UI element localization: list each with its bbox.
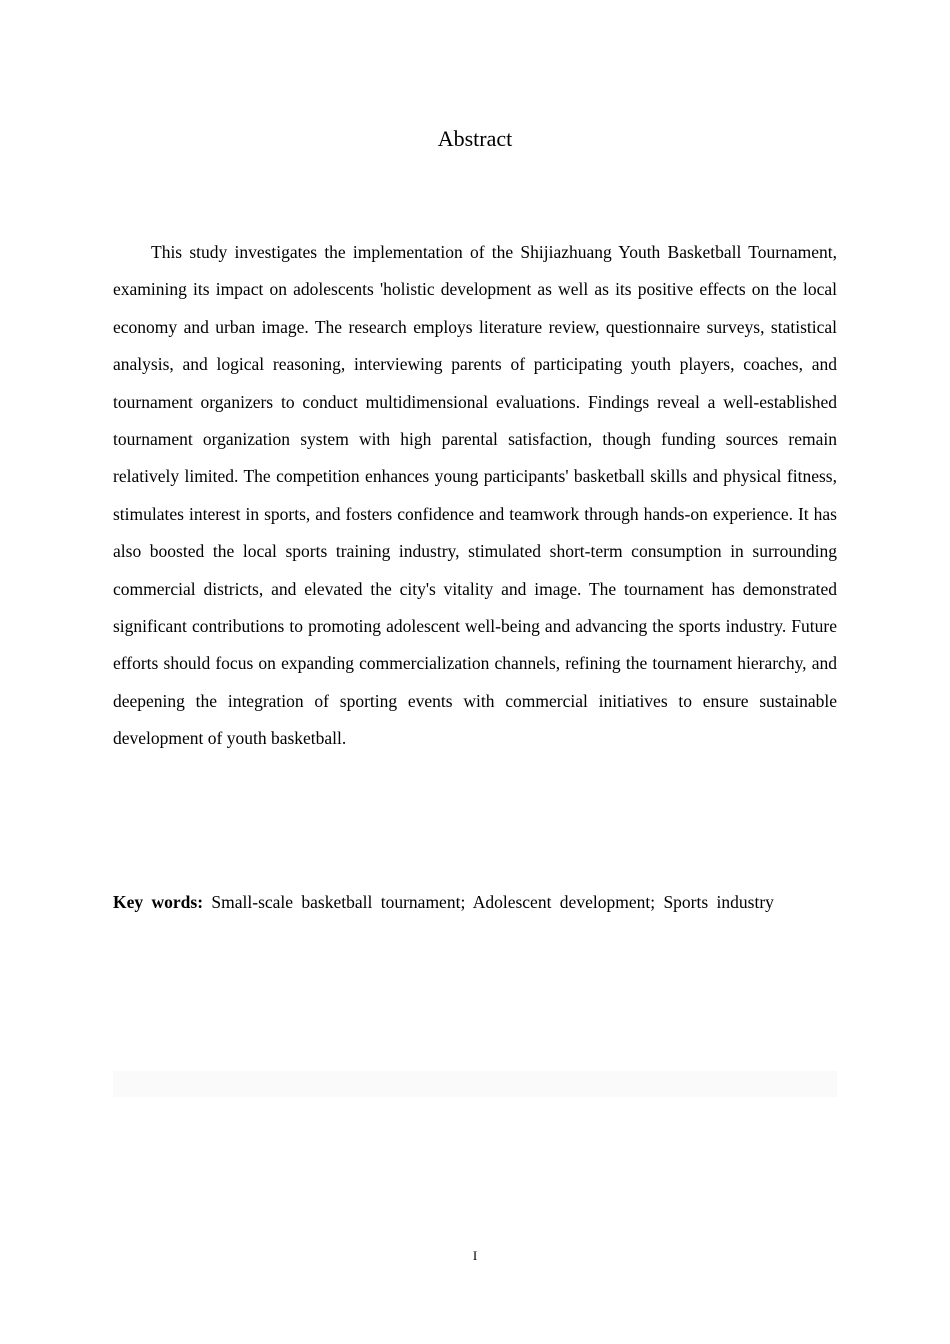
keywords-label: Key words: [113, 892, 204, 912]
page-number: I [472, 1248, 478, 1263]
abstract-title: Abstract [437, 126, 513, 151]
keywords-text: Small-scale basketball tournament; Adolescent development; Sports industry [211, 892, 774, 912]
abstract-paragraph: This study investigates the implementation of the Shijiazhuang Youth Basketball Tournament, examining its impact on adolescents 'holistic development as well as its positive effects on the local economy and urban image. The research employs literature review, questionnaire surveys, statistical analysis, and logical reasoning, interviewing parents of participating youth players, coaches, and tournament organizers to conduct multidimensional evaluations. Findings reveal a well-established tournament organization system with high parental satisfaction, though funding sources remain relatively limited. The competition enhances young participants' basketball skills and physical fitness, stimulates interest in sports, and fosters confidence and teamwork through hands-on experience. It has also boosted the local sports training industry, stimulated short-term consumption in surrounding commercial districts, and elevated the city's vitality and image. The tournament has demonstrated significant contributions to promoting adolescent well-being and advancing the sports industry. Future efforts should focus on expanding commercialization channels, refining the tournament hierarchy, and deepening the integration of sporting events with commercial initiatives to ensure sustainable development of youth basketball. [113, 242, 837, 749]
keywords-block [113, 884, 775, 920]
shaded-band [113, 1071, 837, 1097]
